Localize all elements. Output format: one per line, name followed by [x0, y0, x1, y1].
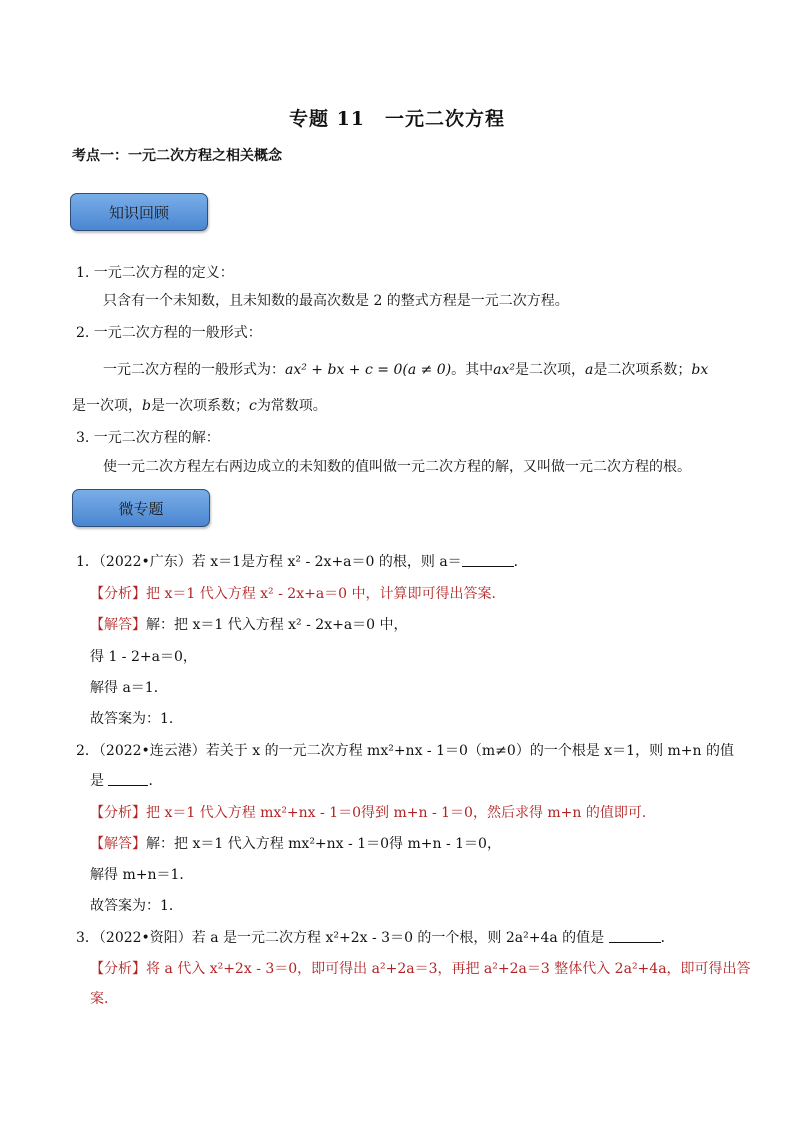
text-span: ．	[660, 930, 675, 946]
text-span: 一元二次方程的一般形式为：	[103, 362, 285, 378]
solution-tag: 【解答】	[90, 617, 146, 633]
problem-2-stem-line2	[90, 770, 162, 790]
text-span: 解：把 x＝1 代入方程 mx²+nx - 1＝0得 m+n - 1＝0，	[146, 836, 501, 852]
analysis-tag: 【分析】	[90, 586, 146, 602]
quadratic-term: ax²	[493, 362, 516, 378]
text-span: 把 x＝1 代入方程 x² - 2x+a＝0 中，计算即可得出答案．	[146, 586, 506, 602]
problem-2-solution	[90, 833, 501, 853]
text-span: 是一次项，	[72, 398, 142, 414]
text-span: 是二次项，	[515, 362, 586, 378]
problem-3-analysis-line2: 案．	[90, 991, 118, 1007]
page-title: 专题 11 一元二次方程	[288, 108, 506, 130]
text-span: ．	[513, 554, 528, 570]
section-badge-label: 知识回顾	[108, 203, 169, 222]
section-badge-label: 微专题	[118, 499, 164, 518]
problem-2-step-1: 解得 m+n＝1．	[90, 867, 194, 883]
answer-blank	[108, 773, 148, 786]
review-item-1-body: 只含有一个未知数，且未知数的最高次数是 2 的整式方程是一元二次方程。	[103, 293, 569, 309]
problem-1-solution	[90, 614, 408, 634]
analysis-tag: 【分析】	[90, 805, 146, 821]
problem-2-stem: 2．（2022•连云港）若关于 x 的一元二次方程 mx²+nx - 1＝0（m≠0）的一个根是 x＝1，则 m+n 的值	[76, 743, 734, 759]
problem-2-analysis	[90, 802, 656, 822]
text-span: 。其中	[451, 362, 494, 378]
problem-1-stem	[76, 551, 528, 571]
review-item-2-body-line2	[72, 395, 327, 415]
linear-term: bx	[691, 362, 709, 378]
problem-1-answer: 故答案为：1．	[90, 711, 183, 727]
analysis-tag: 【分析】	[90, 961, 146, 977]
var-a: a	[585, 362, 594, 378]
review-item-3-body: 使一元二次方程左右两边成立的未知数的值叫做一元二次方程的解，又叫做一元二次方程的根。	[103, 459, 691, 475]
text-span: 将 a 代入 x²+2x - 3＝0，即可得出 a²+2a＝3，再把 a²+2a＝3 整体代入 2a²+4a，即可得出答	[146, 961, 751, 977]
text-span: 是一次项系数；	[150, 398, 249, 414]
text-span: 把 x＝1 代入方程 mx²+nx - 1＝0得到 m+n - 1＝0，然后求得 m+n 的值即可．	[146, 805, 656, 821]
text-span: ．	[148, 773, 163, 789]
general-form-formula: ax² + bx + c = 0(a ≠ 0)	[285, 362, 452, 378]
problem-1-step-2: 解得 a＝1．	[90, 680, 168, 696]
text-span: 是	[90, 773, 104, 789]
text-span: 3．（2022•资阳）若 a 是一元二次方程 x²+2x - 3＝0 的一个根，则 2a²+4a 的值是	[76, 930, 605, 946]
text-span: 解：把 x＝1 代入方程 x² - 2x+a＝0 中，	[146, 617, 408, 633]
problem-2-answer: 故答案为：1．	[90, 898, 183, 914]
answer-blank	[609, 930, 661, 943]
answer-blank	[462, 554, 514, 567]
review-item-1-heading: 1. 一元二次方程的定义：	[76, 265, 234, 281]
text-span: 为常数项。	[256, 398, 327, 414]
text-span: 是二次项系数；	[593, 362, 692, 378]
review-item-2-heading: 2. 一元二次方程的一般形式：	[76, 325, 262, 341]
problem-3-analysis	[90, 958, 751, 978]
problem-1-analysis	[90, 583, 506, 603]
problem-1-step-1: 得 1 - 2+a＝0，	[90, 649, 197, 665]
var-c: c	[248, 398, 257, 414]
solution-tag: 【解答】	[90, 836, 146, 852]
text-span: 1．（2022•广东）若 x＝1是方程 x² - 2x+a＝0 的根，则 a＝	[76, 554, 462, 570]
section-badge-micro	[72, 489, 210, 527]
topic-heading: 考点一：一元二次方程之相关概念	[72, 148, 282, 164]
var-b: b	[142, 398, 151, 414]
problem-3-stem	[76, 927, 675, 947]
review-item-2-body	[103, 359, 708, 379]
review-item-3-heading: 3. 一元二次方程的解：	[76, 430, 220, 446]
section-badge-review	[70, 193, 208, 231]
